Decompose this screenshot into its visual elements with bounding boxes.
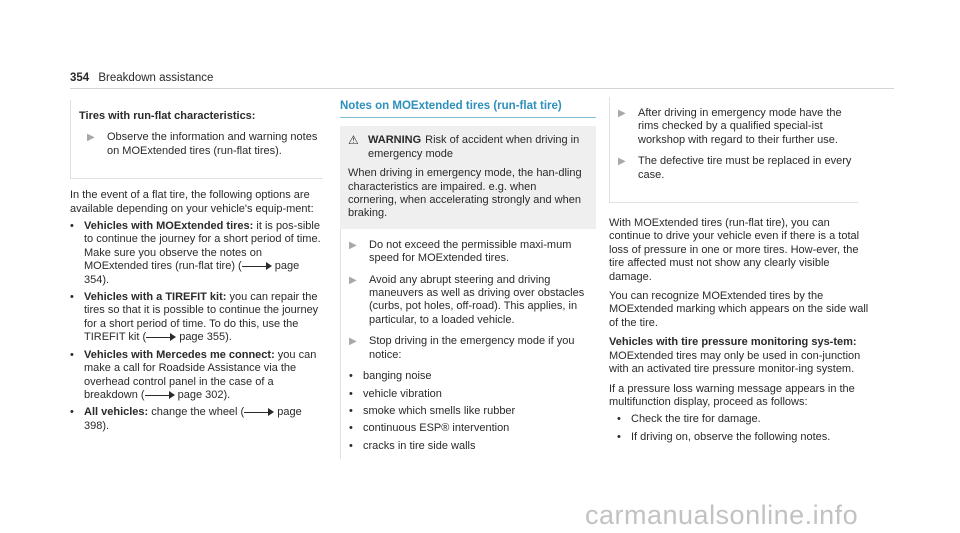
list-item: • Vehicles with a TIREFIT kit: you can repair the tires so that it is possible to continue the journey for a short period of time. To do this, use the TIREFIT kit ( page 355).	[70, 291, 319, 344]
bullet-icon: •	[349, 422, 353, 435]
column-2	[340, 100, 596, 459]
bullet-icon: •	[70, 220, 74, 233]
warning-step: ▶ Avoid any abrupt steering and driving maneuvers as well as driving over obstacles (curbs, pot holes, off-road). This applies, in particular, to a loaded vehicle.	[349, 273, 585, 326]
page-ref-link[interactable]: page 355).	[176, 331, 232, 344]
options-list	[70, 220, 326, 433]
column-3	[609, 100, 874, 444]
page-ref-link[interactable]: page 302).	[174, 388, 231, 401]
page-ref-link[interactable]: page 354).	[84, 260, 300, 286]
step-arrow-icon: ▶	[349, 336, 357, 348]
list-item: • smoke which smells like rubber	[349, 404, 516, 417]
after-driving-box	[609, 97, 858, 203]
warning-text: When driving in emergency mode, the han-dling characteristics are impaired. e.g. when cornering, when accelerating strongly and when braking.	[348, 167, 582, 220]
warning-box	[340, 126, 596, 228]
warning-step: ▶ Do not exceed the permissible maxi-mum speed for MOExtended tires.	[349, 238, 572, 265]
page-number: 354	[70, 72, 90, 84]
check-list	[609, 413, 874, 444]
section-title: Breakdown assistance	[98, 72, 214, 84]
paragraph: You can recognize MOExtended tires by the MOExtended marking which appears on the side wall of the tire.	[609, 290, 869, 329]
bullet-icon: •	[70, 291, 74, 304]
warning-steps	[340, 229, 596, 459]
list-item: • All vehicles: change the wheel ( page 398).	[70, 406, 302, 432]
step-arrow-icon: ▶	[618, 156, 626, 168]
page-ref-arrow-icon	[146, 333, 176, 342]
column-1	[70, 100, 326, 433]
bullet-icon: •	[70, 406, 74, 419]
runflat-info-box	[70, 100, 323, 179]
list-item: • banging noise	[349, 370, 432, 383]
after-step: ▶ After driving in emergency mode have the rims checked by a qualified special-ist workshop with regard to their further use.	[618, 107, 842, 146]
warning-label: WARNING	[368, 134, 422, 147]
header-rule	[70, 88, 894, 89]
step-arrow-icon: ▶	[349, 239, 357, 251]
paragraph: Vehicles with tire pressure monitoring sys-tem: MOExtended tires may only be used in con-junction with an activated tire pressure monitor-ing system.	[609, 336, 861, 376]
bullet-icon: •	[349, 404, 353, 417]
page-ref-link[interactable]: page 398).	[84, 406, 302, 432]
box-step: ▶ Observe the information and warning notes on MOExtended tires (run-flat tires).	[87, 131, 318, 157]
page-ref-arrow-icon	[145, 391, 175, 400]
bullet-icon: •	[70, 348, 74, 361]
notice-list	[349, 370, 596, 453]
step-arrow-icon: ▶	[349, 274, 357, 286]
list-item: • Check the tire for damage.	[617, 413, 761, 426]
page-header	[70, 72, 213, 84]
list-item: • vehicle vibration	[349, 387, 442, 400]
notes-title: Notes on MOExtended tires (run-flat tire)	[340, 100, 596, 118]
bullet-icon: •	[617, 413, 621, 426]
paragraph: If a pressure loss warning message appears in the multifunction display, proceed as follows:	[609, 382, 855, 408]
warning-icon: ⚠	[348, 133, 359, 148]
warning-step: ▶ Stop driving in the emergency mode if you notice:	[349, 335, 575, 361]
list-item: • continuous ESP® intervention	[349, 422, 510, 435]
bullet-icon: •	[349, 439, 353, 452]
list-item: • Vehicles with Mercedes me connect: you can make a call for Roadside Assistance via the overhead control panel in the case of a breakdown ( page 302).	[70, 348, 317, 401]
after-step: ▶ The defective tire must be replaced in every case.	[618, 155, 852, 181]
page-ref-arrow-icon	[242, 262, 272, 271]
list-item: • cracks in tire side walls	[349, 439, 476, 452]
bullet-icon: •	[349, 370, 353, 383]
warning-title: Risk of accident when driving in emergency mode	[368, 134, 580, 160]
list-item: • Vehicles with MOExtended tires: it is pos-sible to continue the journey for a short period of time. Make sure you observe the notes on MOExtended tires (run-flat tire) ( page 354).	[70, 220, 321, 286]
step-arrow-icon: ▶	[618, 108, 626, 119]
intro-text: In the event of a flat tire, the following options are available depending on your vehicle's equip-ment:	[70, 189, 314, 215]
bullet-icon: •	[617, 430, 621, 443]
paragraph: With MOExtended tires (run-flat tire), you can continue to drive your vehicle even if there is a total loss of pressure in one or more tires. How-ever, the tire affected must not show any clearly visible damage.	[609, 217, 860, 283]
box-title: Tires with run-flat characteristics:	[79, 110, 256, 122]
step-arrow-icon: ▶	[87, 132, 95, 144]
page-ref-arrow-icon	[244, 408, 274, 417]
bullet-icon: •	[349, 387, 353, 400]
list-item: • If driving on, observe the following notes.	[617, 430, 831, 443]
watermark: carmanualsonline.info	[585, 500, 859, 530]
